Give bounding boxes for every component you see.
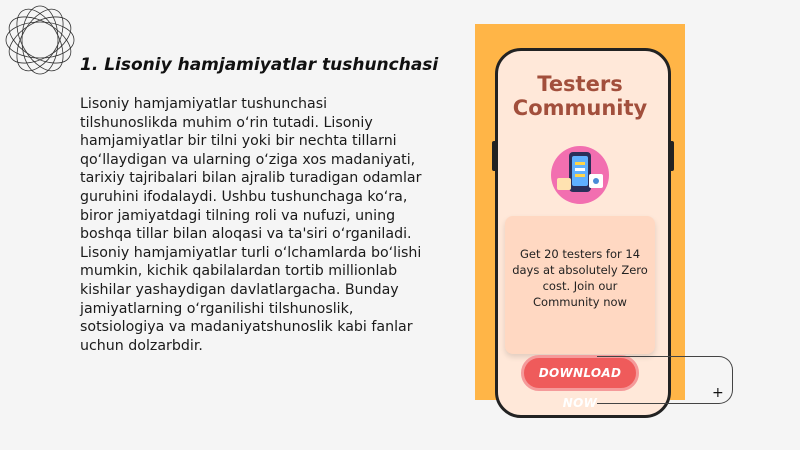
ad-title-line-1: Testers xyxy=(537,72,623,96)
plus-icon: + xyxy=(712,385,724,401)
phone-side-button xyxy=(492,141,497,171)
advertisement-banner[interactable] xyxy=(475,24,685,410)
offer-text: Get 20 testers for 14 days at absolutely Zero cost. Join our Community now xyxy=(512,247,648,309)
phone-app-icon xyxy=(549,144,611,206)
ad-title-line-2: Community xyxy=(512,96,648,120)
phone-side-button xyxy=(669,141,674,171)
body-paragraph: Lisoniy hamjamiyatlar tushunchasi tilshunoslikda muhim o‘rin tutadi. Lisoniy hamjamiyatlar bir tilni yoki bir nechta tillarni qo‘llaydigan va ularning o‘ziga xos madaniyati, tarixiy tajribalari bilan ajralib turadigan odamlar guruhini ifodalaydi. Ushbu tushunchaga ko‘ra, biror jamiyatdagi tilning roli va nufuzi, uning boshqa tillar bilan aloqasi va ta'siri o‘rganiladi. Lisoniy hamjamiyatlar turli o‘lchamlarda bo‘lishi mumkin, kichik qabilalardan tortib millionlab kishilar yashaydigan davlatlargacha. Bunday jamiyatlarning o‘rganilishi tilshunoslik, sotsiologiya va madaniyatshunoslik kabi fanlar uchun dolzarbdir. xyxy=(80,96,422,354)
ad-title xyxy=(475,72,685,120)
download-now-button[interactable]: DOWNLOAD NOW xyxy=(521,355,639,391)
spirograph-logo-icon xyxy=(3,3,77,77)
section-heading: 1. Lisoniy hamjamiyatlar tushunchasi xyxy=(80,55,439,75)
